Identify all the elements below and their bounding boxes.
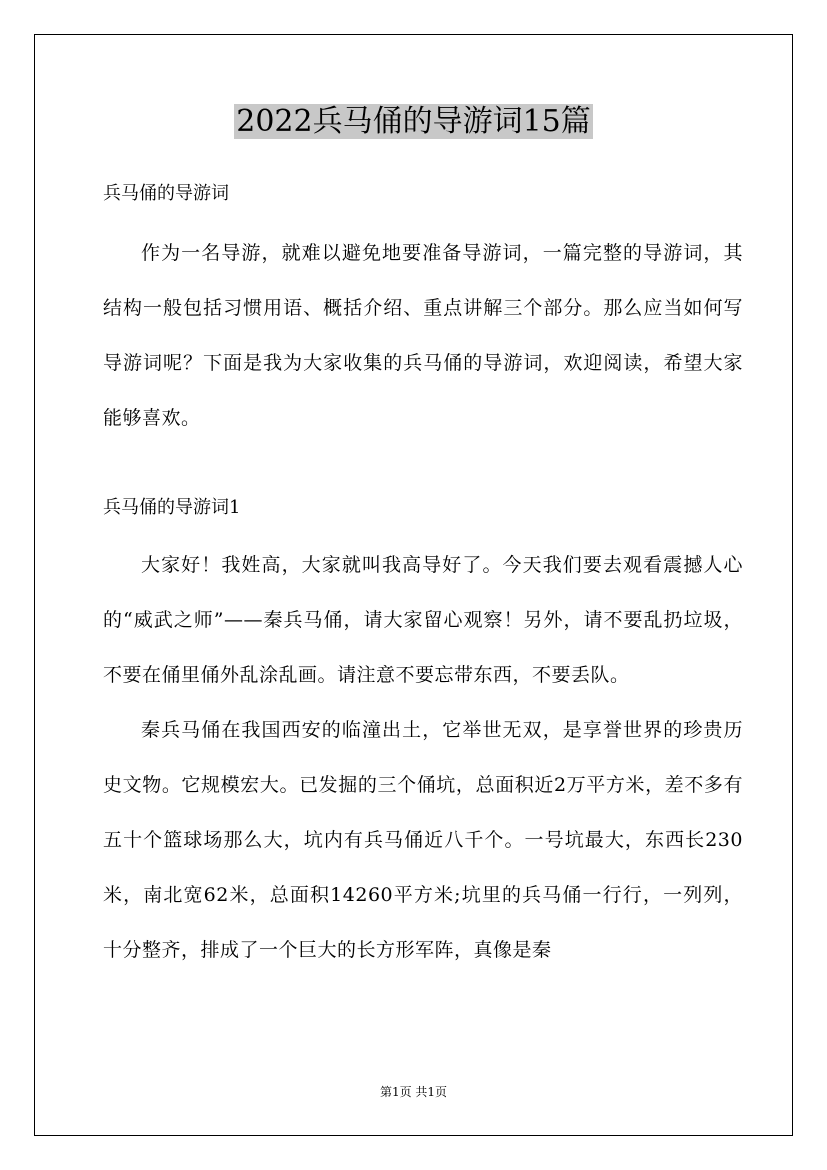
section-spacer — [103, 446, 743, 486]
document-title-text: 2022兵马俑的导游词15篇 — [236, 104, 591, 139]
document-title — [0, 100, 827, 144]
section-1-heading: 兵马俑的导游词1 — [103, 497, 241, 518]
document-body — [103, 172, 743, 978]
page-number-footer: 第1页 共1页 — [379, 1085, 448, 1099]
intro-heading: 兵马俑的导游词 — [103, 183, 229, 204]
section-1-paragraph-2: 秦兵马俑在我国西安的临潼出土，它举世无双，是享誉世界的珍贵历史文物。它规模宏大。已发掘的三个俑坑，总面积近2万平方米，差不多有五十个篮球场那么大，坑内有兵马俑近八千个。一号坑最大，东西长230米，南北宽62米，总面积14260平方米;坑里的兵马俑一行行，一列列，十分整齐，排成了一个巨大的长方形军阵，真像是秦 — [103, 719, 743, 961]
intro-paragraph: 作为一名导游，就难以避免地要准备导游词，一篇完整的导游词，其结构一般包括习惯用语、概括介绍、重点讲解三个部分。那么应当如何写导游词呢？下面是我为大家收集的兵马俑的导游词，欢迎阅读，希望大家能够喜欢。 — [103, 242, 743, 429]
section-1-paragraph-1: 大家好！我姓高，大家就叫我高导好了。今天我们要去观看震撼人心的“威武之师”——秦兵马俑，请大家留心观察！另外，请不要乱扔垃圾，不要在俑里俑外乱涂乱画。请注意不要忘带东西，不要丢队。 — [103, 554, 743, 686]
